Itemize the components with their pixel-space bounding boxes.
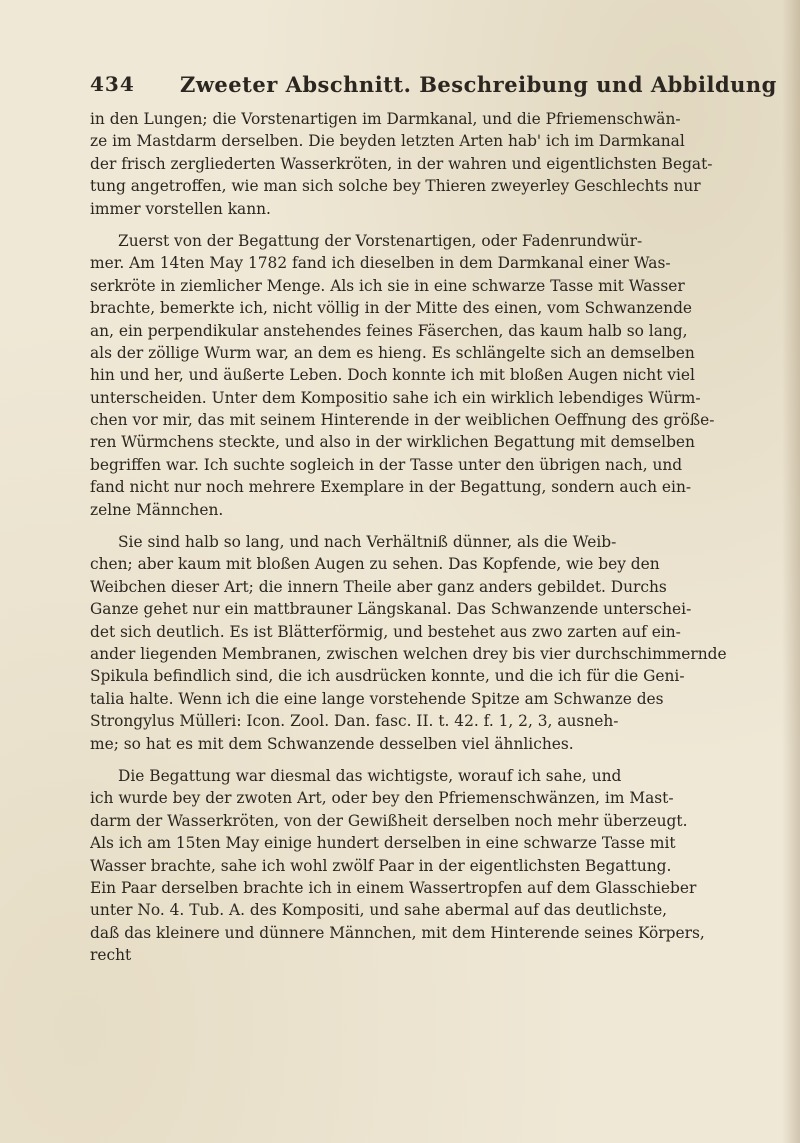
text-line: det sich deutlich. Es ist Blätterförmig, und bestehet aus zwo zarten auf ein- bbox=[90, 622, 681, 641]
page-header bbox=[90, 72, 777, 102]
text-line: als der zöllige Wurm war, an dem es hieng. Es schlängelte sich an demselben bbox=[90, 343, 695, 362]
text-line: ren Würmchens steckte, und also in der wirklichen Begattung mit demselben bbox=[90, 433, 695, 452]
text-line: Spikula befindlich sind, die ich ausdrücken konnte, und die ich für die Geni- bbox=[90, 667, 685, 686]
text-line: der frisch zergliederten Wasserkröten, in der wahren und eigentlichsten Begat- bbox=[90, 154, 713, 173]
text-line: hin und her, und äußerte Leben. Doch konnte ich mit bloßen Augen nicht viel bbox=[90, 366, 695, 385]
text-line: unter No. 4. Tub. A. des Kompositi, und sahe abermal auf das deutlichste, bbox=[90, 901, 668, 920]
text-line: Sie sind halb so lang, und nach Verhältniß dünner, als die Weib- bbox=[118, 533, 617, 552]
text-line: Weibchen dieser Art; die innern Theile aber ganz anders gebildet. Durchs bbox=[90, 577, 667, 596]
text-line: Strongylus Mülleri: Icon. Zool. Dan. fasc. II. t. 42. f. 1, 2, 3, ausneh- bbox=[90, 712, 619, 731]
text-line: in den Lungen; die Vorstenartigen im Darmkanal, und die Pfriemenschwän- bbox=[90, 110, 681, 128]
text-line: talia halte. Wenn ich die eine lange vorstehende Spitze am Schwanze des bbox=[90, 689, 664, 708]
text-line: chen vor mir, das mit seinem Hinterende in der weiblichen Oeffnung des größe- bbox=[90, 411, 715, 430]
text-line: mer. Am 14ten May 1782 fand ich dieselben in dem Darmkanal einer Was- bbox=[90, 254, 671, 273]
body-text bbox=[90, 108, 760, 966]
text-line: chen; aber kaum mit bloßen Augen zu sehen. Das Kopfende, wie bey den bbox=[90, 555, 660, 574]
text-line: zelne Männchen. bbox=[90, 500, 224, 519]
text-line: Zuerst von der Begattung der Vorstenartigen, oder Fadenrundwür- bbox=[118, 231, 643, 250]
text-line: tung angetroffen, wie man sich solche bey Thieren zweyerley Geschlechts nur bbox=[90, 177, 701, 196]
text-line: begriffen war. Ich suchte sogleich in der Tasse unter den übrigen nach, und bbox=[90, 455, 683, 474]
running-head: Zweeter Abschnitt. Beschreibung und Abbildung bbox=[180, 72, 777, 97]
page-edge-shadow bbox=[782, 0, 800, 1143]
paragraph bbox=[90, 230, 760, 521]
paragraph bbox=[90, 765, 760, 967]
text-line: Ein Paar derselben brachte ich in einem Wassertropfen auf dem Glasschieber bbox=[90, 878, 697, 897]
text-line: brachte, bemerkte ich, nicht völlig in der Mitte des einen, vom Schwanzende bbox=[90, 299, 693, 318]
text-line: immer vorstellen kann. bbox=[90, 199, 271, 218]
text-line: Wasser brachte, sahe ich wohl zwölf Paar in der eigentlichsten Begattung. bbox=[90, 856, 672, 875]
text-line: Die Begattung war diesmal das wichtigste, worauf ich sahe, und bbox=[118, 766, 622, 785]
text-line: ze im Mastdarm derselben. Die beyden letzten Arten hab' ich im Darmkanal bbox=[90, 132, 685, 151]
text-line: ich wurde bey der zwoten Art, oder bey den Pfriemenschwänzen, im Mast- bbox=[90, 789, 674, 808]
text-line: daß das kleinere und dünnere Männchen, mit dem Hinterende seines Körpers, bbox=[90, 923, 705, 942]
text-line: recht bbox=[90, 946, 132, 965]
text-line: me; so hat es mit dem Schwanzende desselben viel ähnliches. bbox=[90, 734, 574, 753]
text-line: an, ein perpendikular anstehendes feines Fäserchen, das kaum halb so lang, bbox=[90, 321, 688, 340]
text-line: fand nicht nur noch mehrere Exemplare in der Begattung, sondern auch ein- bbox=[90, 478, 692, 497]
text-line: serkröte in ziemlicher Menge. Als ich sie in eine schwarze Tasse mit Wasser bbox=[90, 276, 685, 295]
text-line: Als ich am 15ten May einige hundert derselben in eine schwarze Tasse mit bbox=[90, 834, 676, 853]
text-line: darm der Wasserkröten, von der Gewißheit derselben noch mehr überzeugt. bbox=[90, 811, 688, 830]
page-number: 434 bbox=[90, 72, 135, 96]
text-line: ander liegenden Membranen, zwischen welchen drey bis vier durchschimmernde bbox=[90, 644, 727, 663]
paragraph bbox=[90, 531, 760, 755]
text-line: unterscheiden. Unter dem Kompositio sahe ich ein wirklich lebendiges Würm- bbox=[90, 388, 701, 407]
paragraph bbox=[90, 108, 760, 220]
text-line: Ganze gehet nur ein mattbrauner Längskanal. Das Schwanzende unterschei- bbox=[90, 600, 692, 619]
